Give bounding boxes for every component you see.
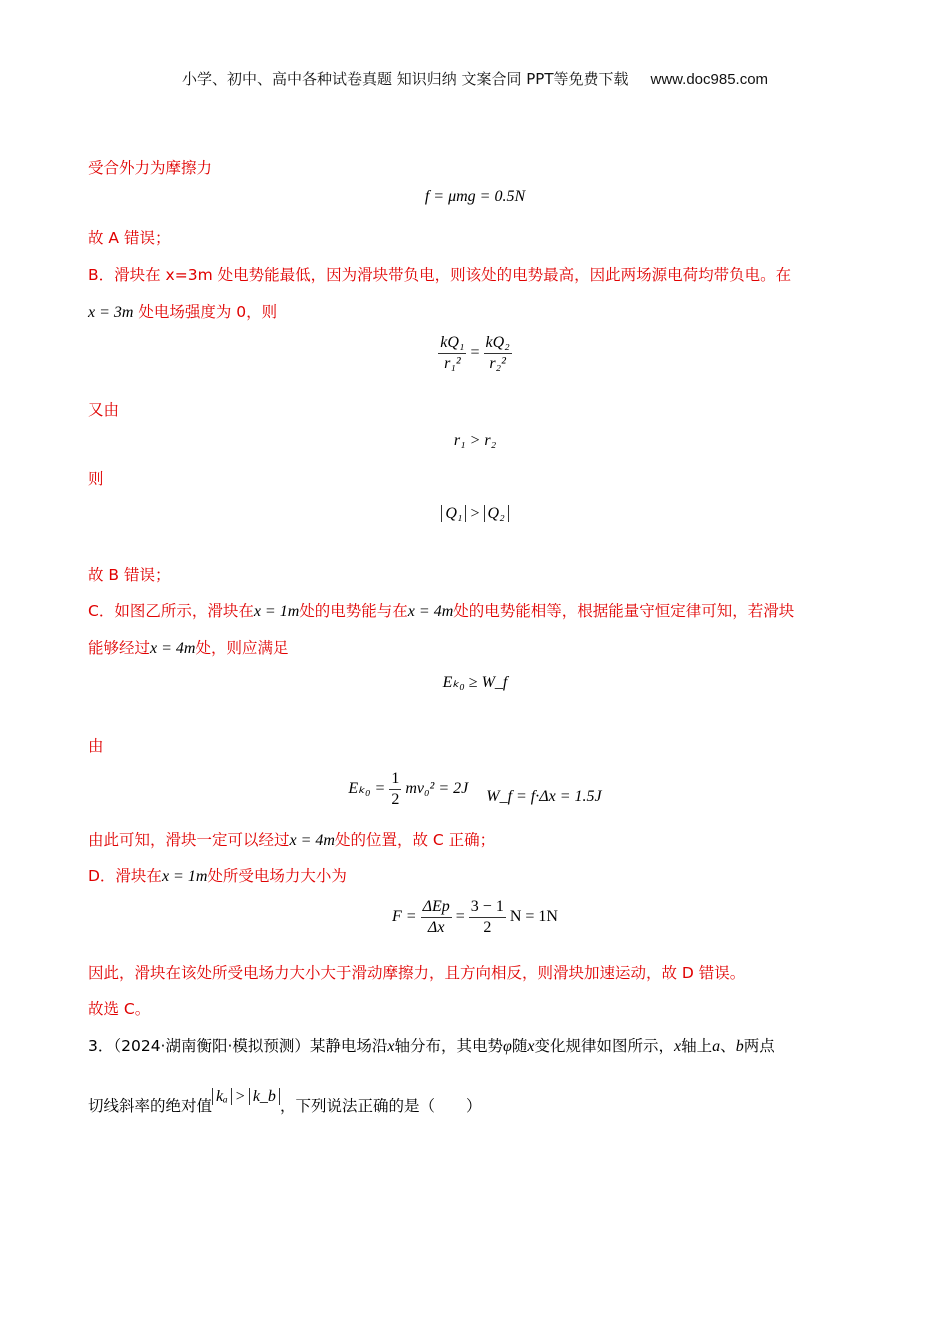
- question-3-line1: 3．（2024·湖南衡阳·模拟预测）某静电场沿x轴分布，其电势φ随x变化规律如图所示，x轴上a、b两点: [88, 1037, 775, 1055]
- line-d-wrong: 因此，滑块在该处所受电场力大小大于滑动摩擦力，且方向相反，则滑块加速运动，故 D 错误。: [88, 964, 746, 982]
- line-c-condition: 能够经过x = 4m处，则应满足: [88, 639, 289, 657]
- eq-r-compare: r₁ > r₂: [453, 432, 497, 449]
- line-c-statement: C．如图乙所示，滑块在x = 1m处的电势能与在x = 4m处的电势能相等，根据能量守恒定律可知，若滑块: [88, 602, 795, 620]
- line-b-statement: B．滑块在 x=3m 处电势能最低，因为滑块带负电，则该处的电势最高，因此两场源电荷均带负电。在: [88, 266, 792, 284]
- line-also: 又由: [88, 401, 120, 419]
- eq-energy-condition: Eₖ₀ ≥ W_f: [442, 674, 508, 691]
- line-b-field: x = 3m 处电场强度为 0，则: [88, 303, 278, 321]
- line-friction: 受合外力为摩擦力: [88, 159, 213, 177]
- page-header: [0, 68, 950, 89]
- eq-friction: f = μmg = 0.5N: [424, 188, 526, 205]
- header-site: www.doc985.com: [650, 71, 769, 88]
- line-from: 由: [88, 737, 104, 755]
- header-text: 小学、初中、高中各种试卷真题 知识归纳 文案合同 PPT等免费下载: [181, 70, 629, 88]
- eq-kinetic-work: Eₖ₀ = $\frac{1}{2}$ mv₀² = 2J W_f = f·Δx = 1.5J: [348, 770, 602, 808]
- eq-force: F = $\frac{\text{ΔEp}}{\Delta x}$ = $\frac{3 - 1}{2}$ N = 1N: [392, 898, 558, 936]
- line-d-statement: D．滑块在x = 1m处所受电场力大小为: [88, 867, 347, 885]
- line-c-correct: 由此可知，滑块一定可以经过x = 4m处的位置，故 C 正确；: [88, 831, 496, 849]
- line-then: 则: [88, 470, 104, 488]
- question-3-line2: 切线斜率的绝对值kₐ > k_b，下列说法正确的是（ ）: [88, 1088, 482, 1115]
- line-b-wrong: 故 B 错误；: [88, 566, 171, 584]
- line-answer: 故选 C。: [88, 1000, 151, 1018]
- eq-coulomb: $\frac{\text{kQ₁}}{\text{r₁²}}$ = $\frac{\text{kQ₂}}{\text{r₂²}}$: [440, 334, 510, 372]
- eq-q-compare: Q₁ > Q₂: [0, 505, 950, 523]
- line-a-wrong: 故 A 错误；: [88, 229, 171, 247]
